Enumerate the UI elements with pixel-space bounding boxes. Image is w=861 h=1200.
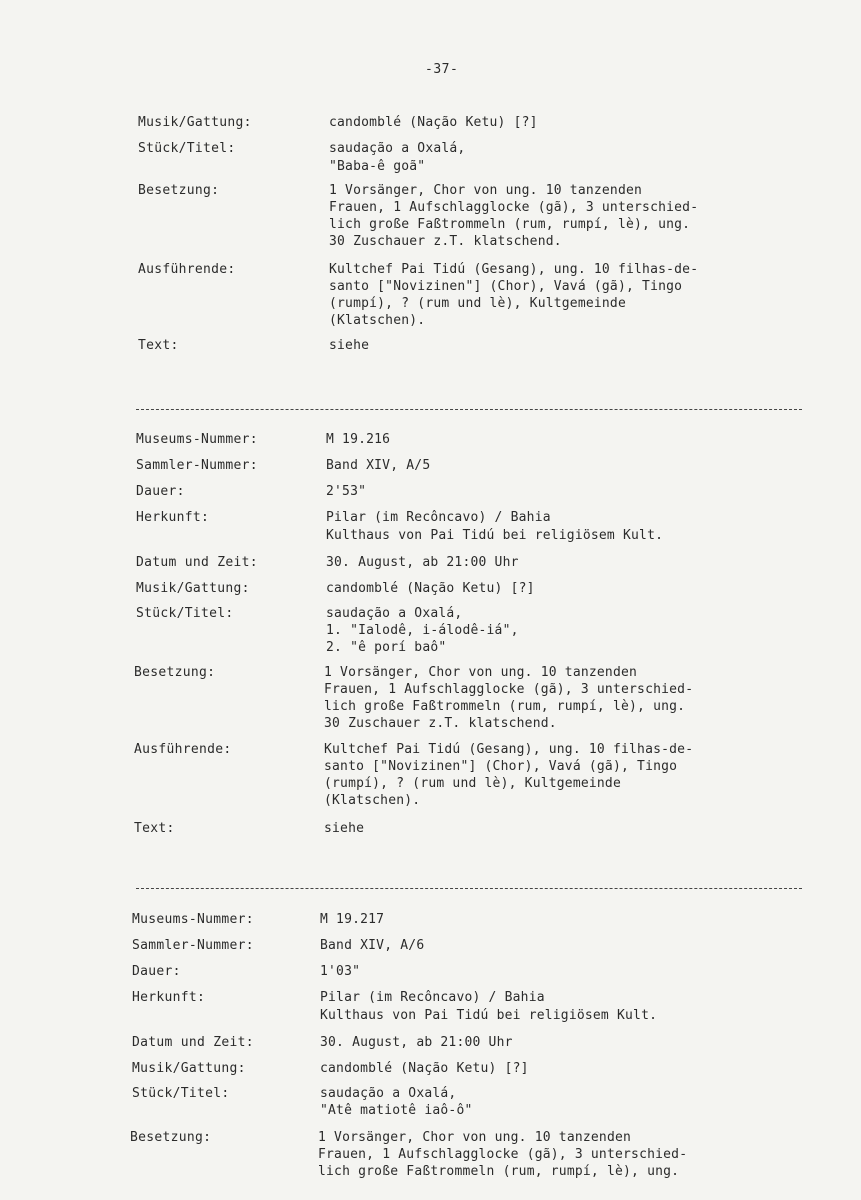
ausfuehrende-line: Kultchef Pai Tidú (Gesang), ung. 10 filhas-de- <box>329 262 699 277</box>
stueck-label: Stück/Titel: <box>138 141 236 156</box>
datum-label: Datum und Zeit: <box>136 555 258 570</box>
besetzung-line: lich große Faßtrommeln (rum, rumpí, lè), ung. <box>329 217 691 232</box>
datum-label: Datum und Zeit: <box>132 1035 254 1050</box>
stueck-line: saudação a Oxalá, <box>320 1086 457 1101</box>
besetzung-line: Frauen, 1 Aufschlagglocke (gã), 3 unterschied- <box>318 1147 688 1162</box>
entry-separator <box>136 409 802 410</box>
dauer-value: 2'53" <box>326 484 367 499</box>
ausfuehrende-line: Kultchef Pai Tidú (Gesang), ung. 10 filhas-de- <box>324 742 694 757</box>
stueck-line: 2. "ê porí baô" <box>326 640 447 655</box>
text-value: siehe <box>324 821 365 836</box>
musik-label: Musik/Gattung: <box>132 1061 246 1076</box>
dauer-value: 1'03" <box>320 964 361 979</box>
museum-value: M 19.216 <box>326 432 391 447</box>
dauer-label: Dauer: <box>132 964 181 979</box>
ausfuehrende-label: Ausführende: <box>138 262 236 277</box>
stueck-line: saudação a Oxalá, <box>326 606 463 621</box>
musik-value: candomblé (Nação Ketu) [?] <box>329 115 538 130</box>
musik-value: candomblé (Nação Ketu) [?] <box>320 1061 529 1076</box>
stueck-label: Stück/Titel: <box>132 1086 230 1101</box>
sammler-label: Sammler-Nummer: <box>136 458 258 473</box>
sammler-value: Band XIV, A/5 <box>326 458 431 473</box>
herkunft-line: Pilar (im Recôncavo) / Bahia <box>320 990 545 1005</box>
herkunft-line: Kulthaus von Pai Tidú bei religiösem Kult. <box>320 1008 658 1023</box>
sammler-value: Band XIV, A/6 <box>320 938 425 953</box>
besetzung-label: Besetzung: <box>138 183 220 198</box>
musik-label: Musik/Gattung: <box>136 581 250 596</box>
page-number: -37- <box>425 62 459 77</box>
datum-value: 30. August, ab 21:00 Uhr <box>320 1035 513 1050</box>
herkunft-line: Kulthaus von Pai Tidú bei religiösem Kult. <box>326 528 664 543</box>
besetzung-line: lich große Faßtrommeln (rum, rumpí, lè), ung. <box>318 1164 680 1179</box>
datum-value: 30. August, ab 21:00 Uhr <box>326 555 519 570</box>
besetzung-line: Frauen, 1 Aufschlagglocke (gã), 3 unterschied- <box>324 682 694 697</box>
ausfuehrende-line: (rumpí), ? (rum und lè), Kultgemeinde <box>324 776 621 791</box>
musik-label: Musik/Gattung: <box>138 115 252 130</box>
ausfuehrende-line: (Klatschen). <box>324 793 421 808</box>
besetzung-label: Besetzung: <box>134 665 216 680</box>
text-value: siehe <box>329 338 370 353</box>
stueck-label: Stück/Titel: <box>136 606 234 621</box>
text-label: Text: <box>134 821 175 836</box>
herkunft-label: Herkunft: <box>136 510 210 525</box>
besetzung-line: Frauen, 1 Aufschlagglocke (gã), 3 unterschied- <box>329 200 699 215</box>
herkunft-line: Pilar (im Recôncavo) / Bahia <box>326 510 551 525</box>
ausfuehrende-line: santo ["Novizinen"] (Chor), Vavá (gã), Tingo <box>324 759 678 774</box>
ausfuehrende-line: santo ["Novizinen"] (Chor), Vavá (gã), Tingo <box>329 279 683 294</box>
ausfuehrende-line: (rumpí), ? (rum und lè), Kultgemeinde <box>329 296 626 311</box>
museum-label: Museums-Nummer: <box>132 912 254 927</box>
text-label: Text: <box>138 338 179 353</box>
museum-label: Museums-Nummer: <box>136 432 258 447</box>
besetzung-label: Besetzung: <box>130 1130 212 1145</box>
besetzung-line: 1 Vorsänger, Chor von ung. 10 tanzenden <box>329 183 643 198</box>
sammler-label: Sammler-Nummer: <box>132 938 254 953</box>
besetzung-line: 30 Zuschauer z.T. klatschend. <box>329 234 562 249</box>
stueck-line: 1. "Ialodê, i-álodê-iá", <box>326 623 519 638</box>
stueck-line: "Baba-ê goã" <box>329 159 426 174</box>
musik-value: candomblé (Nação Ketu) [?] <box>326 581 535 596</box>
dauer-label: Dauer: <box>136 484 185 499</box>
besetzung-line: 30 Zuschauer z.T. klatschend. <box>324 716 557 731</box>
besetzung-line: 1 Vorsänger, Chor von ung. 10 tanzenden <box>318 1130 632 1145</box>
stueck-line: saudação a Oxalá, <box>329 141 466 156</box>
entry-separator <box>136 888 802 889</box>
herkunft-label: Herkunft: <box>132 990 206 1005</box>
besetzung-line: lich große Faßtrommeln (rum, rumpí, lè), ung. <box>324 699 686 714</box>
stueck-line: "Atê matiotê iaô-ô" <box>320 1103 473 1118</box>
ausfuehrende-line: (Klatschen). <box>329 313 426 328</box>
museum-value: M 19.217 <box>320 912 385 927</box>
besetzung-line: 1 Vorsänger, Chor von ung. 10 tanzenden <box>324 665 638 680</box>
ausfuehrende-label: Ausführende: <box>134 742 232 757</box>
